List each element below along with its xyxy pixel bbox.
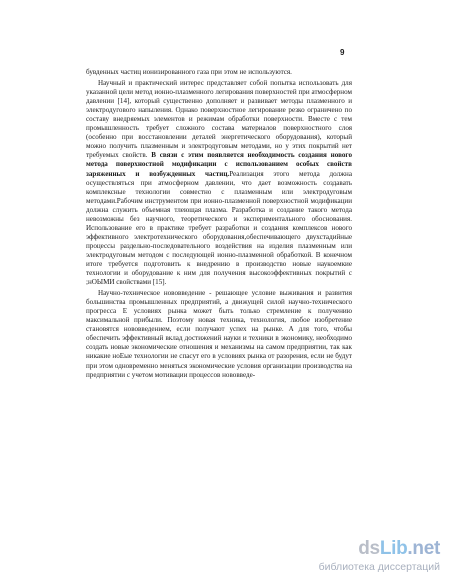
watermark-subtitle: библиотека диссертаций — [318, 561, 440, 573]
page-number: 9 — [340, 48, 345, 57]
paragraph-1 — [86, 68, 352, 77]
paragraph-2 — [86, 79, 352, 287]
paragraph-3 — [86, 289, 352, 379]
text-run: Реализация этого метода должна осуществляться при атмосферном давлении, что дает возможность создавать комплексные технологии совместно с плазменным или электродуговым методами.Рабочим инструментом при ионно-плазменной поверхностной модификации должна служить объемная тлеющая плазма. Разработка и создание такого метода невозможны без научного, теоретического и экспериментального обоснования. Использование его в практике требует разработки и создания комплексов нового эффективного электротехнического оборудования,обеспечивающего двухстадийные процессы раздельно-последовательного воздействия на изделия плазменным или электродуговым методом с последующей ионно-плазменной обработкой. В конечном итоге требуется подготовить к внедрению в производство новые наукоемкие технологии и оборудование к ним для получения высокоэффективных покрытий с ;нОЫМИ свойствами [15]. — [86, 169, 352, 287]
text-run: Научный и практический интерес представляет собой попытка использовать для указанной цели метод ионно-плазменного легирования поверхностей при атмосферном давлении [14], который существенно дополняет и развивает методы плазменного и электродугового напыления. Однако поверхностное легирование резко ограничено по составу внедряемых элементов и режимам обработки поверхности. Вместе с тем промышленность требует сложного состава материалов поверхностного слоя (особенно при восстановлении деталей энергетического оборудования), который можно получить плазменным и электродуговым методами, но у этих покрытий нет требуемых свойств. — [86, 79, 352, 160]
text-run: Научно-техническое нововведение - решающее условие выживания и развития большинства промышленных предприятий, а движущей силой научно-технического прогресса Е условиях рынка может быть только стремление к получению максимальной прибыли. Поэтому новая техника, технология, любое изобретение становятся нововведением, если получают успех на рынке. А для того, чтобы обеспечить эффективный вклад достижений науки и техники в экономику, необходимо создать новые экономические отношения и механизмы на самом предприятии, так как никакие ноЕые технологии не спасут его в условиях рынка от разорения, если не будут при этом одновременно меняться экономические условия организации производства на предприятии с учетом мотивации процессов нововведе- — [86, 289, 352, 379]
dslib-watermark — [296, 538, 446, 578]
document-body — [86, 68, 352, 382]
logo-part-lib: Lib — [379, 538, 408, 559]
dslib-logo — [358, 538, 440, 560]
logo-part-ds: ds — [358, 538, 380, 559]
bold-text-run: В связи с этим появляется необходимость создания нового метода поверхностной модификации с использованием особых свойств заряженных и возбужденных частиц. — [86, 151, 352, 178]
logo-part-net: .net — [407, 538, 440, 559]
text-run: бувденных частиц ионизированного газа при этом не используются. — [86, 68, 292, 76]
